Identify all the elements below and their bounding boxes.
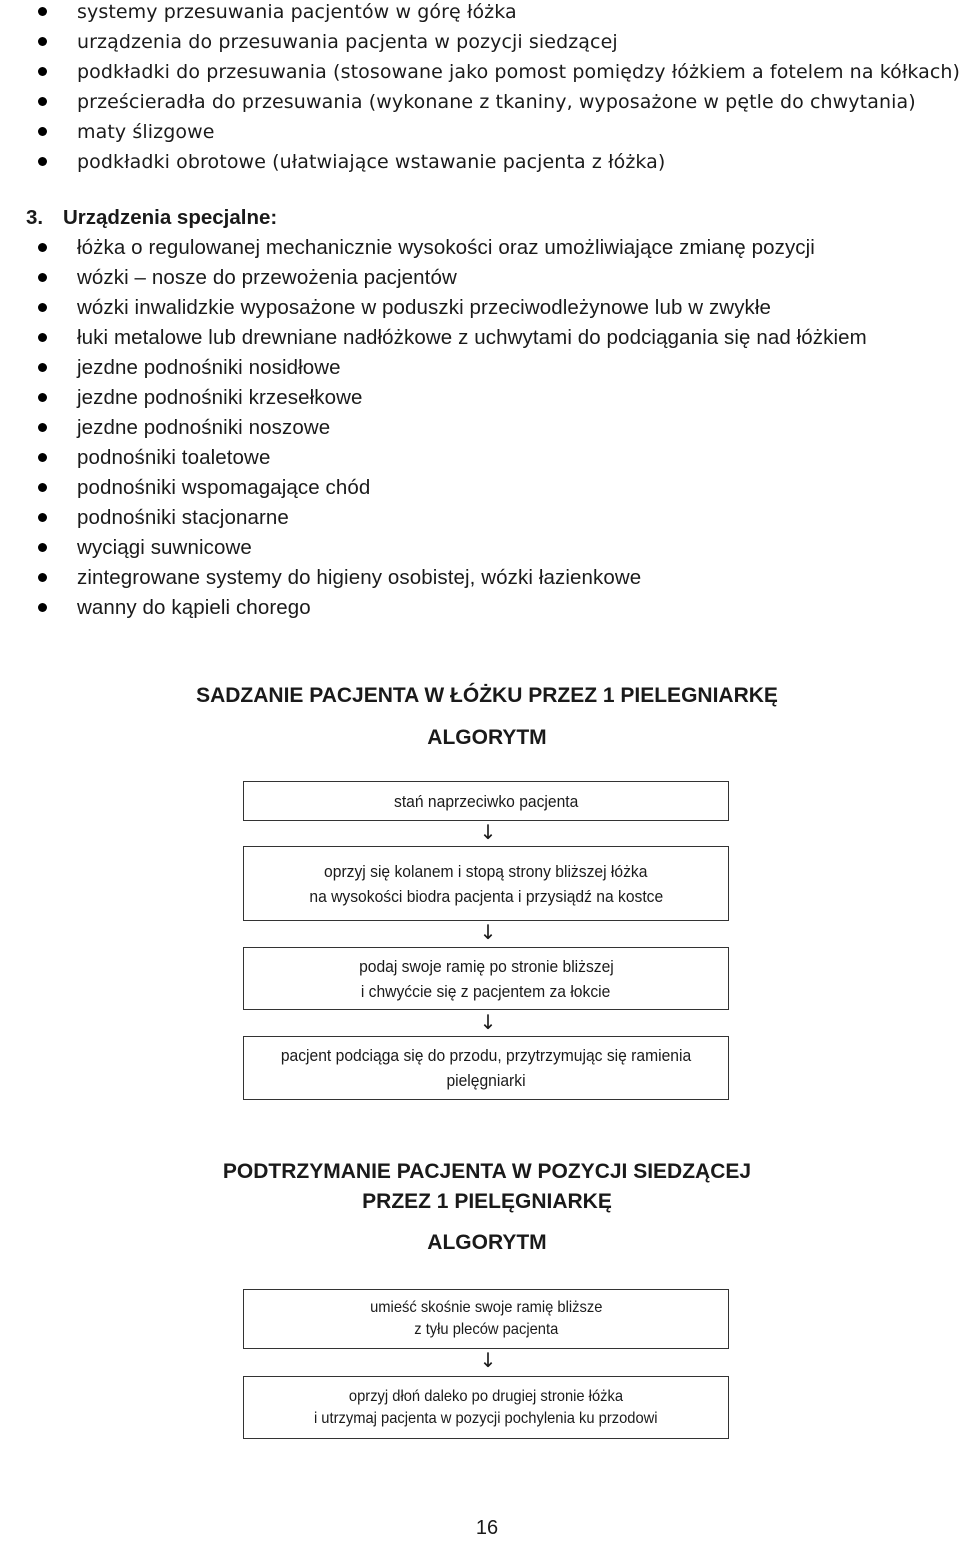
algorithm-2-title-line-1: PODTRZYMANIE PACJENTA W POZYCJI SIEDZĄCEJ [222,1160,752,1183]
list-item-text: prześcieradła do przesuwania (wykonane z tkaniny, wyposażone w pętle do chwytania) [77,91,916,113]
list-item-text: wózki – nosze do przewożenia pacjentów [77,266,457,289]
bullet-icon [38,7,47,16]
step-line: oprzyj się kolanem i stopą strony bliższej łóżka [324,861,648,881]
list-item [0,27,960,57]
bullet-icon [38,37,47,46]
algorithm-1-step-4 [243,1036,729,1100]
bullet-icon [38,393,47,402]
section-number: 3. [26,206,44,229]
bullet-icon [38,67,47,76]
algorithm-1-step-3 [243,947,729,1010]
list-item-text: systemy przesuwania pacjentów w górę łóżka [77,1,517,23]
list-item [0,0,960,27]
list-item-text: jezdne podnośniki noszowe [77,416,331,439]
step-line: i utrzymaj pacjenta w pozycji pochylenia ku przodowi [314,1409,658,1427]
step-line: stań naprzeciwko pacjenta [393,791,579,811]
list-item [0,473,960,503]
list-item-text: wózki inwalidzkie wyposażone w poduszki przeciwodleżynowe lub w zwykłe [77,296,772,319]
list-item [0,353,960,383]
list-item-text: wyciągi suwnicowe [77,536,252,559]
list-item-text: jezdne podnośniki nosidłowe [77,356,341,379]
list-item [0,147,960,177]
bullet-icon [38,513,47,522]
bullet-icon [38,243,47,252]
algorithm-2-subtitle: ALGORYTM [427,1231,547,1254]
section-title: Urządzenia specjalne: [63,206,278,229]
bullet-icon [38,573,47,582]
list-item-text: podnośniki wspomagające chód [77,476,371,499]
list-item [0,503,960,533]
step-line: umieść skośnie swoje ramię bliższe [369,1299,603,1316]
algorithm-1-step-1 [243,781,729,821]
list-item [0,323,960,353]
step-line: i chwyćcie się z pacjentem za łokcie [361,981,611,1001]
list-item-text: podnośniki stacjonarne [77,506,289,529]
bullet-icon [38,127,47,136]
algorithm-1-step-2 [243,846,729,921]
list-item [0,233,960,263]
down-arrow-icon: ↓ [479,1010,497,1034]
list-item-text: maty ślizgowe [77,121,215,143]
algorithm-2-title-line-2: PRZEZ 1 PIELĘGNIARKĘ [362,1190,612,1213]
step-line: z tyłu pleców pacjenta [413,1321,559,1338]
bullet-icon [38,543,47,552]
list-item-text: podkładki do przesuwania (stosowane jako pomost pomiędzy łóżkiem a fotelem na kółkach) [77,61,960,83]
list-item-text: łuki metalowe lub drewniane nadłóżkowe z uchwytami do podciągania się nad łóżkiem [77,326,867,349]
bullet-icon [38,423,47,432]
list-item [0,413,960,443]
algorithm-1-title: SADZANIE PACJENTA W ŁÓŻKU PRZEZ 1 PIELEGNIARKĘ [196,684,778,707]
list-item-text: łóżka o regulowanej mechanicznie wysokości oraz umożliwiające zmianę pozycji [77,236,815,259]
page-number: 16 [475,1517,499,1539]
algorithm-1-subtitle: ALGORYTM [427,726,547,749]
list-item [0,563,960,593]
list-item-text: urządzenia do przesuwania pacjenta w pozycji siedzącej [77,31,618,53]
bullet-icon [38,97,47,106]
bullet-icon [38,333,47,342]
section-3-heading [26,203,277,233]
list-item [0,117,960,147]
list-item-text: podkładki obrotowe (ułatwiające wstawanie pacjenta z łóżka) [77,151,666,173]
down-arrow-icon: ↓ [479,920,497,944]
special-devices-list [0,233,960,623]
list-item-text: jezdne podnośniki krzesełkowe [77,386,363,409]
down-arrow-icon: ↓ [479,1348,497,1372]
algorithm-2-step-2 [243,1376,729,1439]
list-item [0,57,960,87]
step-line: pielęgniarki [446,1071,526,1090]
list-item-text: zintegrowane systemy do higieny osobistej, wózki łazienkowe [77,566,642,589]
bullet-icon [38,453,47,462]
bullet-icon [38,303,47,312]
top-bullet-list [0,0,960,177]
step-line: oprzyj dłoń daleko po drugiej stronie łóżka [348,1387,624,1405]
down-arrow-icon: ↓ [479,820,497,844]
list-item [0,293,960,323]
list-item-text: podnośniki toaletowe [77,446,271,469]
list-item [0,443,960,473]
list-item [0,593,960,623]
list-item [0,383,960,413]
list-item [0,533,960,563]
bullet-icon [38,483,47,492]
algorithm-2-step-1 [243,1289,729,1349]
bullet-icon [38,157,47,166]
list-item [0,263,960,293]
bullet-icon [38,273,47,282]
bullet-icon [38,363,47,372]
list-item-text: wanny do kąpieli chorego [77,596,311,619]
step-line: pacjent podciąga się do przodu, przytrzymując się ramienia [280,1046,692,1065]
step-line: na wysokości biodra pacjenta i przysiądź na kostce [309,886,663,906]
list-item [0,87,960,117]
step-line: podaj swoje ramię po stronie bliższej [358,956,614,976]
bullet-icon [38,603,47,612]
